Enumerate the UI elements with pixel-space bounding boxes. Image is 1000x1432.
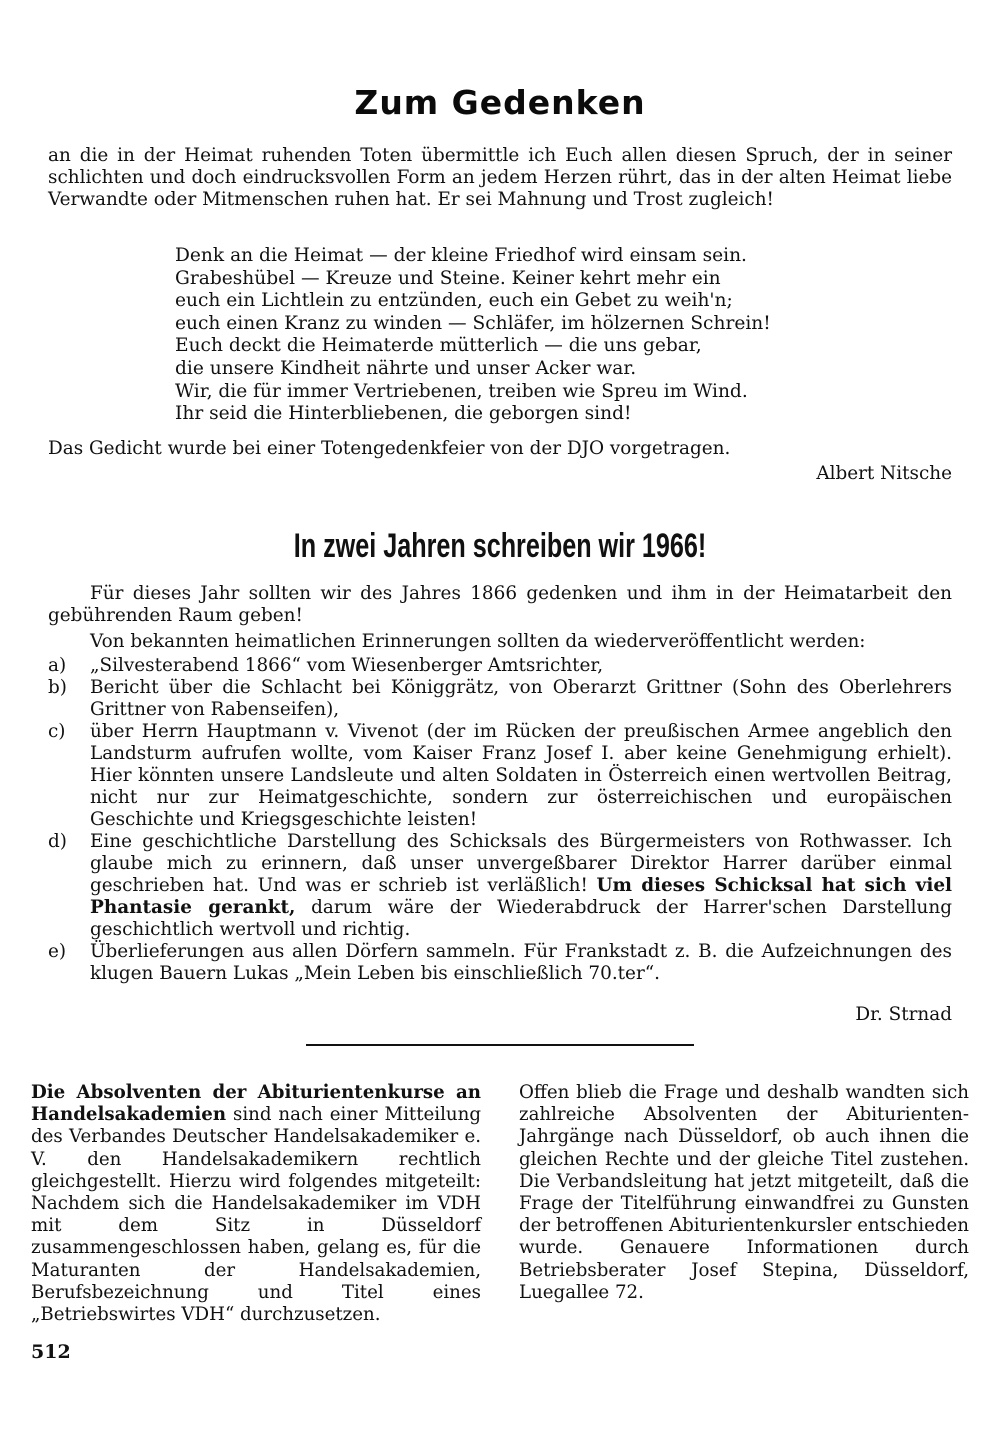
list-item-bold: Um dieses Schicksal hat sich viel Phantasie gerankt, — [90, 875, 953, 918]
list-item — [48, 721, 952, 831]
list-item-text: Überlieferungen aus allen Dörfern sammeln. Für Frankstadt z. B. die Aufzeichnungen des klugen Bauern Lukas „Mein Leben bis einschließlich 70.ter“. — [90, 941, 952, 984]
list-item-label: b) — [48, 677, 67, 698]
list-item-text — [90, 831, 952, 941]
poem-line: die unsere Kindheit nährte und unser Acker war. — [175, 357, 637, 379]
signature-albert-nitsche: Albert Nitsche — [816, 463, 952, 484]
poem-line: Ihr seid die Hinterbliebenen, die geborgen sind! — [175, 403, 632, 425]
list-item-label: e) — [48, 941, 67, 962]
poem-line: Wir, die für immer Vertriebenen, treiben wie Spreu im Wind. — [175, 380, 748, 402]
list-item-text-end: darum wäre der Wiederabdruck der Harrer'schen Darstellung geschichtlich wertvoll und richtig. — [90, 897, 952, 940]
list-item-text: „Silvesterabend 1866“ vom Wiesenberger Amtsrichter, — [90, 655, 604, 676]
poem-line: euch einen Kranz zu winden — Schläfer, im hölzernen Schrein! — [175, 312, 771, 334]
list-item-label: a) — [48, 655, 67, 676]
poem-line: euch ein Lichtlein zu entzünden, euch ein Gebet zu weih'n; — [175, 290, 733, 312]
poem — [175, 245, 875, 426]
article-title-zum-gedenken: Zum Gedenken — [354, 83, 646, 122]
article3-lead: Die Absolventen der Abiturientenkurse an Handelsakademien — [31, 1082, 481, 1126]
article2-paragraph-1: Für dieses Jahr sollten wir des Jahres 1866 gedenken und ihm in der Heimatarbeit den gebührenden Raum geben! — [48, 583, 952, 626]
list-item-text: Bericht über die Schlacht bei Königgrätz, von Oberarzt Grittner (Sohn des Oberlehrers Grittner von Rabenseifen), — [90, 677, 952, 720]
article2-paragraph-2: Von bekannten heimatlichen Erinnerungen sollten da wiederveröffentlicht werden: — [90, 631, 866, 652]
article3-left-column — [31, 1082, 481, 1326]
article-title-1966: In zwei Jahren schreiben wir 1966! — [293, 527, 707, 565]
article3-right-column: Offen blieb die Frage und deshalb wandten sich zahlreiche Absolventen der Abiturienten-Jahrgänge nach Düsseldorf, ob auch ihnen die gleichen Rechte und der gleiche Titel zustehen. Die Verbandsleitung hat jetzt mitgeteilt, daß die Frage der Titelführung einwandfrei zu Gunsten der betroffenen Abiturientenkursler entschieden wurde. Genauere Informationen durch Betriebsberater Josef Stepina, Düsseldorf, Luegallee 72. — [519, 1082, 969, 1303]
list-item-text: über Herrn Hauptmann v. Vivenot (der im Rücken der preußischen Armee angeblich den Landsturm aufrufen wollte, vom Kaiser Franz Josef I. aber keine Genehmigung erhielt). Hier könnten unsere Landsleute und alten Soldaten in Österreich einen wertvollen Beitrag, nicht nur zur Heimatgeschichte, sondern zur österreichischen und europäischen Geschichte und Kriegsgeschichte leisten! — [90, 721, 952, 830]
list-item — [48, 831, 952, 941]
section-divider — [306, 1044, 694, 1046]
poem-line: Denk an die Heimat — der kleine Friedhof wird einsam sein. — [175, 245, 747, 266]
article2-list — [48, 655, 952, 985]
poem-line: Euch deckt die Heimaterde mütterlich — die uns gebar, — [175, 335, 702, 357]
list-item — [48, 655, 952, 677]
list-item — [48, 677, 952, 721]
list-item — [48, 941, 952, 985]
article3-left-text: sind nach einer Mitteilung des Verbandes Deutscher Handelsakademiker e. V. den Handelsakademikern rechtlich gleichgestellt. Hierzu wird folgendes mitgeteilt: Nachdem sich die Handelsakademiker im VDH mit dem Sitz in Düsseldorf zusammengeschlossen haben, gelang es, für die Maturanten der Handelsakademien, Berufsbezeichnung und Titel eines „Betriebswirtes VDH“ durchzusetzen. — [31, 1104, 481, 1326]
poem-line: Grabeshübel — Kreuze und Steine. Keiner kehrt mehr ein — [175, 267, 721, 289]
list-item-text-start: Eine geschichtliche Darstellung des Schicksals des Bürgermeisters von Rothwasser. Ich glaube mich zu erinnern, daß unser unvergeßbarer Direktor Harrer darüber einmal geschrieben hat. Und was er schrieb ist verläßlich! — [90, 831, 952, 896]
poem-note: Das Gedicht wurde bei einer Totengedenkfeier von der DJO vorgetragen. — [48, 438, 731, 459]
intro-paragraph: an die in der Heimat ruhenden Toten übermittle ich Euch allen diesen Spruch, der in seiner schlichten und doch eindrucksvollen Form an jedem Herzen rührt, das in der alten Heimat liebe Verwandte oder Mitmenschen ruhen hat. Er sei Mahnung und Trost zugleich! — [48, 145, 952, 210]
signature-dr-strnad: Dr. Strnad — [855, 1004, 952, 1025]
list-item-label: c) — [48, 721, 66, 742]
page-number: 512 — [31, 1341, 71, 1363]
list-item-label: d) — [48, 831, 67, 852]
